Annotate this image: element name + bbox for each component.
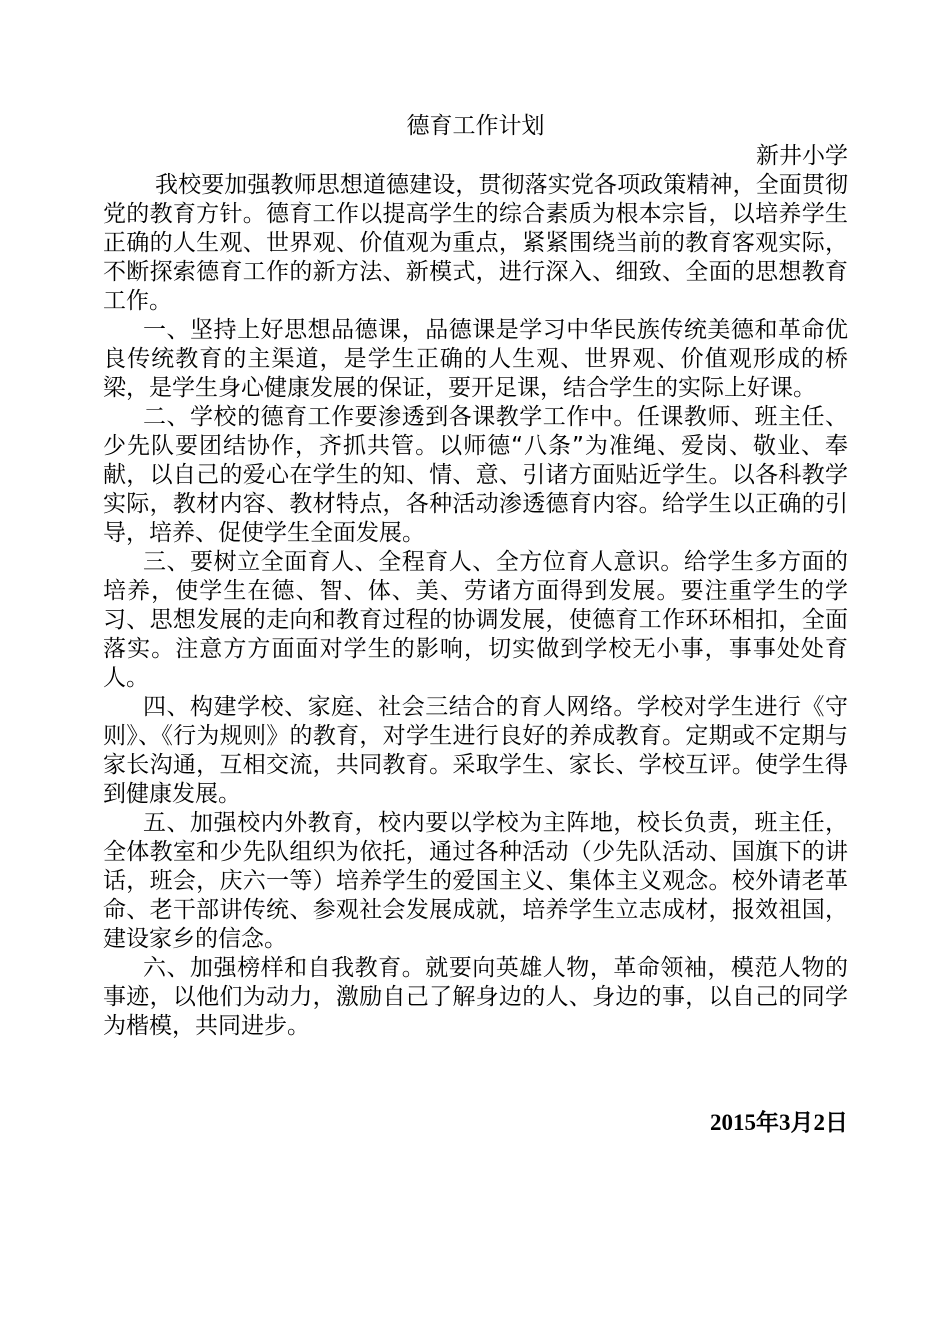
paragraph-4: 四、构建学校、家庭、社会三结合的育人网络。学校对学生进行《守则》、《行为规则》的教育，对学生进行良好的养成教育。定期或不定期与家长沟通，互相交流，共同教育。采取学生、家长、学校互评。使学生得到健康发展。 [103, 694, 848, 807]
paragraph-3: 三、要树立全面育人、全程育人、全方位育人意识。给学生多方面的培养，使学生在德、智、体、美、劳诸方面得到发展。要注重学生的学习、思想发展的走向和教育过程的协调发展，使德育工作环环相扣，全面落实。注意方方面面对学生的影响，切实做到学校无小事，事事处处育人。 [103, 549, 848, 691]
school-name: 新井小学 [756, 143, 848, 169]
document-date: 2015年3月2日 [710, 1110, 848, 1135]
paragraph-6: 六、加强榜样和自我教育。就要向英雄人物，革命领袖，模范人物的事迹，以他们为动力，激励自己了解身边的人、身边的事，以自己的同学为楷模，共同进步。 [103, 955, 848, 1039]
paragraph-5: 五、加强校内外教育，校内要以学校为主阵地，校长负责，班主任，全体教室和少先队组织为依托，通过各种活动（少先队活动、国旗下的讲话，班会，庆六一等）培养学生的爱国主义、集体主义观念。校外请老革命、老干部讲传统、参观社会发展成就，培养学生立志成材，报效祖国，建设家乡的信念。 [103, 810, 848, 952]
document-page [103, 111, 848, 1041]
paragraph-2: 二、学校的德育工作要渗透到各课教学工作中。任课教师、班主任、少先队要团结协作，齐抓共管。以师德“八条”为准绳、爱岗、敬业、奉献，以自己的爱心在学生的知、情、意、引诸方面贴近学生。以各科教学实际，教材内容、教材特点，各种活动渗透德育内容。给学生以正确的引导，培养、促使学生全面发展。 [103, 404, 848, 546]
document-body [103, 171, 848, 1041]
paragraph-1: 一、坚持上好思想品德课，品德课是学习中华民族传统美德和革命优良传统教育的主渠道，是学生正确的人生观、世界观、价值观形成的桥梁，是学生身心健康发展的保证，要开足课，结合学生的实际上好课。 [103, 317, 848, 401]
document-title: 德育工作计划 [406, 113, 545, 139]
intro-paragraph: 我校要加强教师思想道德建设，贯彻落实党各项政策精神，全面贯彻党的教育方针。德育工作以提高学生的综合素质为根本宗旨，以培养学生正确的人生观、世界观、价值观为重点，紧紧围绕当前的教育客观实际，不断探索德育工作的新方法、新模式，进行深入、细致、全面的思想教育工作。 [103, 172, 848, 314]
